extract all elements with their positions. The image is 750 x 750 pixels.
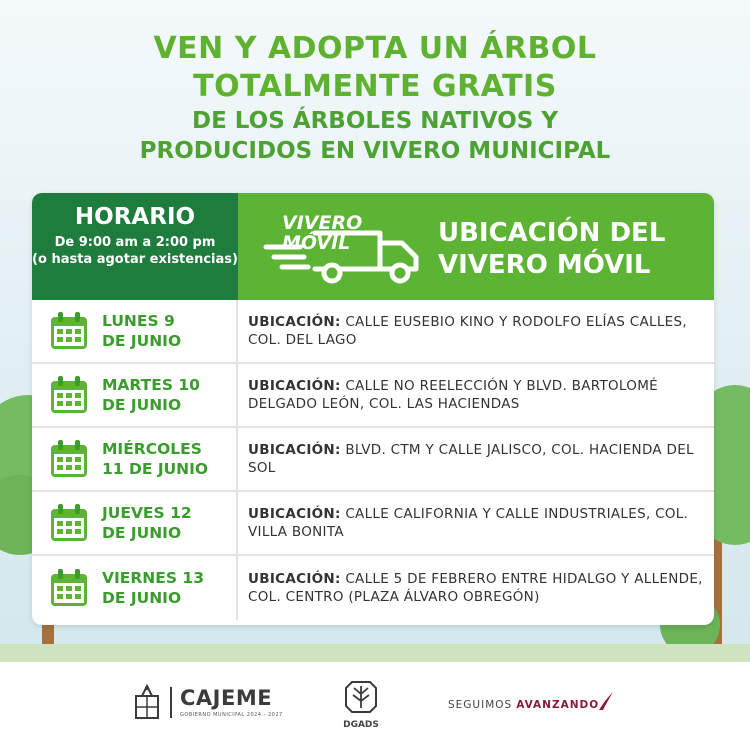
card-header [32, 193, 714, 300]
vivero-badge-line-2: MÓVIL [282, 232, 351, 254]
headline-line-2: TOTALMENTE GRATIS [193, 69, 557, 104]
schedule-rows [32, 300, 714, 620]
avanzando-text: AVANZANDO [516, 699, 600, 711]
seguimos-avanzando-logo [448, 698, 615, 712]
dgads-logo-icon [344, 680, 378, 714]
location-cell [238, 428, 714, 490]
ground [0, 644, 750, 662]
location-text: CALLE EUSEBIO KINO Y RODOLFO ELÍAS CALLES, COL. DEL LAGO [248, 314, 687, 348]
calendar-icon [48, 438, 90, 480]
day-label: JUEVES 12 DE JUNIO [102, 504, 192, 542]
headline [0, 30, 750, 166]
day-label: MARTES 10 DE JUNIO [102, 376, 200, 414]
location-text: CALLE NO REELECCIÓN Y BLVD. BARTOLOMÉ DELGADO LEÓN, COL. LAS HACIENDAS [248, 378, 658, 412]
location-text: CALLE CALIFORNIA Y CALLE INDUSTRIALES, COL. VILLA BONITA [248, 506, 689, 540]
schedule-row [32, 428, 714, 492]
day-label: LUNES 9 DE JUNIO [102, 312, 182, 350]
day-label: VIERNES 13 DE JUNIO [102, 569, 204, 607]
dgads-text: DGADS [343, 720, 379, 730]
headline-line-1: VEN Y ADOPTA UN ÁRBOL [153, 31, 597, 66]
schedule-note: (o hasta agotar existencias) [32, 252, 238, 267]
day-cell [32, 492, 238, 554]
location-text: BLVD. CTM Y CALLE JALISCO, COL. HACIENDA DEL SOL [248, 442, 694, 476]
seal-icon [132, 682, 162, 722]
calendar-icon [48, 374, 90, 416]
location-title-line-2: VIVERO MÓVIL [438, 250, 651, 280]
location-cell [238, 556, 714, 620]
cajeme-logo [132, 682, 283, 722]
schedule-title: HORARIO [74, 204, 196, 230]
schedule-hours: De 9:00 am a 2:00 pm [54, 235, 216, 250]
day-label: MIÉRCOLES 11 DE JUNIO [102, 440, 209, 478]
location-cell [238, 492, 714, 554]
schedule-row [32, 300, 714, 364]
location-label: UBICACIÓN: [248, 378, 341, 394]
location-label: UBICACIÓN: [248, 314, 341, 330]
calendar-icon [48, 567, 90, 609]
location-title [438, 217, 665, 281]
vivero-badge-line-1: VIVERO [282, 212, 363, 234]
schedule-header [32, 193, 238, 300]
footer [0, 662, 750, 750]
day-cell [32, 428, 238, 490]
location-label: UBICACIÓN: [248, 442, 341, 458]
location-cell [238, 364, 714, 426]
schedule-row [32, 492, 714, 556]
dgads-logo [340, 680, 382, 730]
day-cell [32, 556, 238, 620]
cajeme-name: CAJEME [180, 685, 273, 710]
calendar-icon [48, 502, 90, 544]
day-cell [32, 300, 238, 362]
headline-line-4: PRODUCIDOS EN VIVERO MUNICIPAL [139, 138, 611, 164]
schedule-row [32, 364, 714, 428]
swoosh-icon [597, 690, 615, 712]
schedule-row [32, 556, 714, 620]
cajeme-subtitle: GOBIERNO MUNICIPAL 2024 - 2027 [180, 711, 283, 718]
location-text: CALLE 5 DE FEBRERO ENTRE HIDALGO Y ALLENDE, COL. CENTRO (PLAZA ÁLVARO OBREGÓN) [248, 571, 703, 605]
day-cell [32, 364, 238, 426]
schedule-card [32, 193, 714, 625]
calendar-icon [48, 310, 90, 352]
headline-line-3: DE LOS ÁRBOLES NATIVOS Y [192, 108, 558, 134]
location-title-line-1: UBICACIÓN DEL [438, 218, 666, 248]
seguimos-text: SEGUIMOS [448, 699, 513, 711]
location-cell [238, 300, 714, 362]
location-label: UBICACIÓN: [248, 571, 341, 587]
vivero-movil-badge [282, 213, 362, 253]
location-header [238, 193, 714, 300]
location-label: UBICACIÓN: [248, 506, 341, 522]
